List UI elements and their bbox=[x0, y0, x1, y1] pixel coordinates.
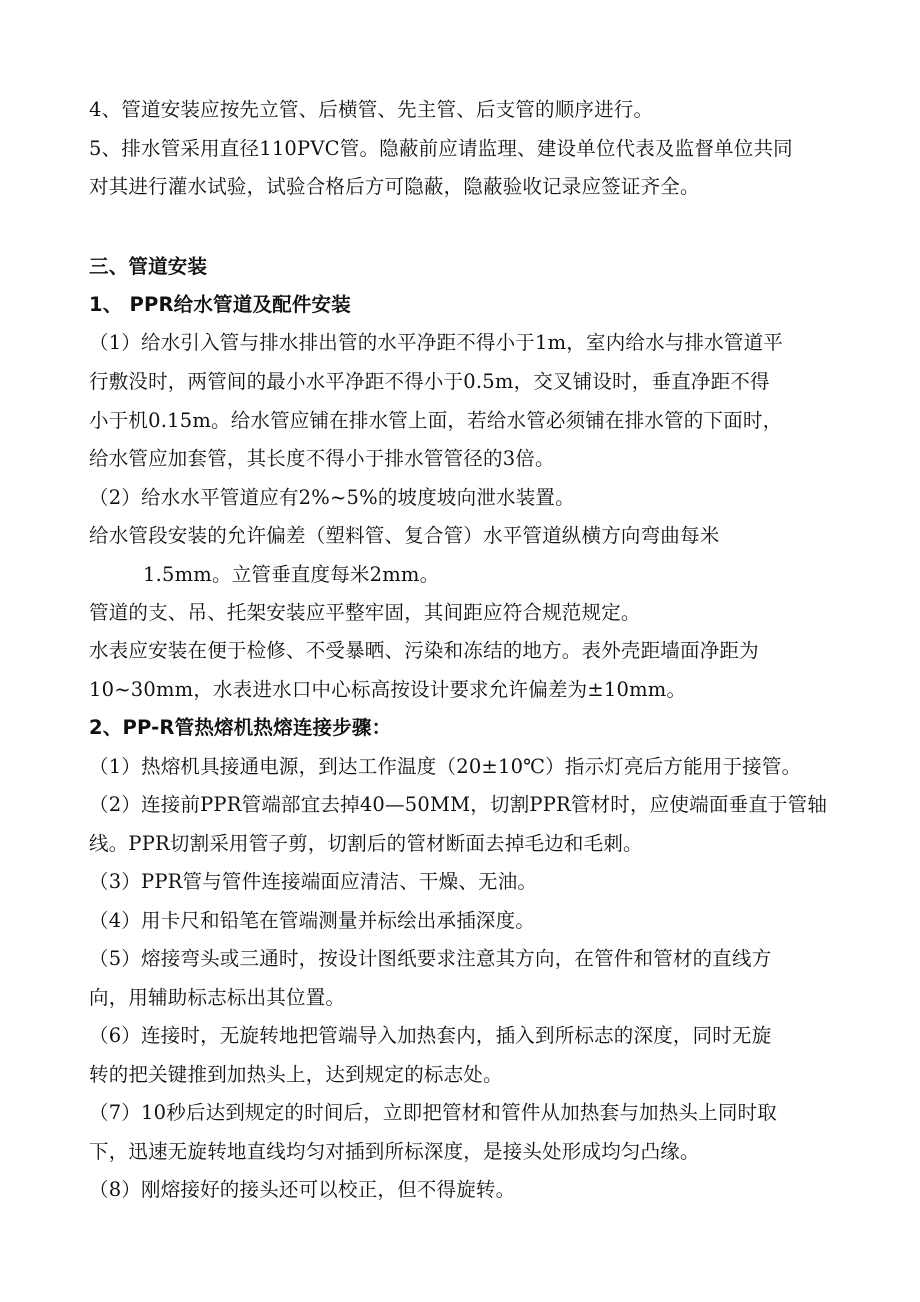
paragraph-line: 转的把关键推到加热头上，达到规定的标志处。 bbox=[89, 1063, 503, 1086]
paragraph-line: 10~30mm，水表进水口中心标高按设计要求允许偏差为±10mm。 bbox=[89, 678, 687, 701]
paragraph-line: 对其进行灌水试验，试验合格后方可隐蔽，隐蔽验收记录应签证齐全。 bbox=[89, 175, 700, 198]
paragraph-line: 1.5mm。立管垂直度每米2mm。 bbox=[143, 563, 440, 586]
paragraph-line: 下，迅速无旋转地直线均匀对插到所标深度，是接头处形成均匀凸缘。 bbox=[89, 1140, 700, 1163]
paragraph-line: 行敷没时，两管间的最小水平净距不得小于0.5m，交叉铺设时，垂直净距不得 bbox=[89, 370, 770, 393]
paragraph-line: （7）10秒后达到规定的时间后，立即把管材和管件从加热套与加热头上同时取 bbox=[89, 1101, 777, 1124]
paragraph-line: （2）给水水平管道应有2%~5%的坡度坡向泄水装置。 bbox=[89, 486, 575, 509]
paragraph-line: 4、管道安装应按先立管、后横管、先主管、后支管的顺序进行。 bbox=[89, 98, 654, 121]
paragraph-line: （1）热熔机具接通电源，到达工作温度（20±10℃）指示灯亮后方能用于接管。 bbox=[89, 755, 802, 778]
paragraph-line: （5）熔接弯头或三通时，按设计图纸要求注意其方向，在管件和管材的直线方 bbox=[89, 947, 772, 970]
paragraph-line: （8）刚熔接好的接头还可以校正，但不得旋转。 bbox=[89, 1178, 516, 1201]
paragraph-line: 线。PPR切割采用管子剪，切割后的管材断面去掉毛边和毛刺。 bbox=[89, 832, 643, 855]
paragraph-line: （6）连接时，无旋转地把管端导入加热套内，插入到所标志的深度，同时无旋 bbox=[89, 1024, 772, 1047]
subsection-heading: 1、 PPR给水管道及配件安装 bbox=[89, 293, 351, 316]
paragraph-line: （3）PPR管与管件连接端面应清洁、干燥、无油。 bbox=[89, 870, 538, 893]
paragraph-line: 5、排水管采用直径110PVC管。隐蔽前应请监理、建设单位代表及监督单位共同 bbox=[89, 137, 793, 160]
paragraph-line: 小于机0.15m。给水管应铺在排水管上面，若给水管必须铺在排水管的下面时， bbox=[89, 409, 783, 432]
paragraph-line: 给水管段安装的允许偏差（塑料管、复合管）水平管道纵横方向弯曲每米 bbox=[89, 524, 720, 547]
section-heading: 三、管道安装 bbox=[89, 255, 208, 278]
paragraph-line: 水表应安装在便于检修、不受暴晒、污染和冻结的地方。表外壳距墙面净距为 bbox=[89, 639, 759, 662]
paragraph-line: （2）连接前PPR管端部宜去掉40—50MM，切割PPR管材时，应使端面垂直于管轴 bbox=[89, 793, 828, 816]
paragraph-line: 给水管应加套管，其长度不得小于排水管管径的3倍。 bbox=[89, 447, 555, 470]
subsection-heading: 2、PP-R管热熔机热熔连接步骤： bbox=[89, 716, 392, 739]
paragraph-line: （1）给水引入管与排水排出管的水平净距不得小于1m，室内给水与排水管道平 bbox=[89, 331, 784, 354]
paragraph-line: 向，用辅助标志标出其位置。 bbox=[89, 986, 346, 1009]
paragraph-line: （4）用卡尺和铅笔在管端测量并标绘出承插深度。 bbox=[89, 909, 536, 932]
paragraph-line: 管道的支、吊、托架安装应平整牢固，其间距应符合规范规定。 bbox=[89, 601, 641, 624]
